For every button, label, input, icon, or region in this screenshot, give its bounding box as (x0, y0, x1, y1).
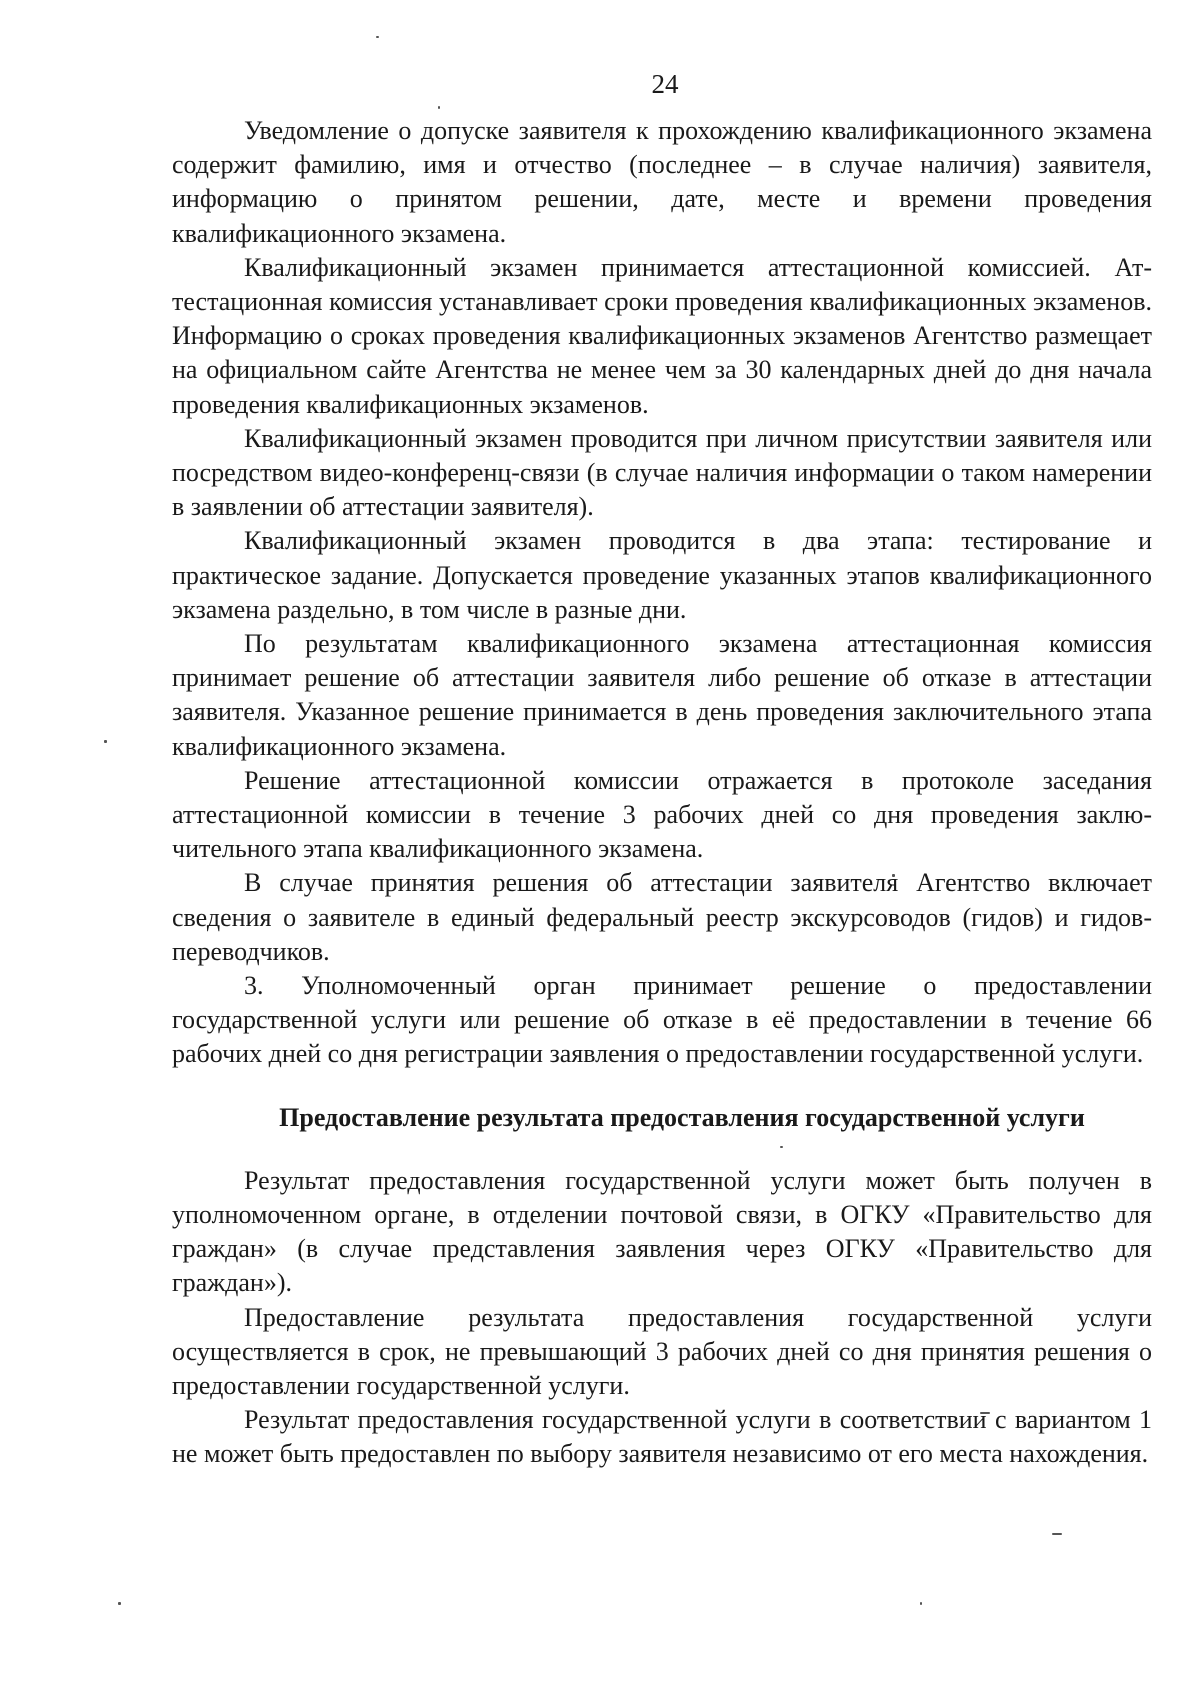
paragraph-decision-deadline: 3. Уполномоченный орган принимает решение о предоставлении государственной услуги или решение об отказе в её предоставлении в течение 66 рабочих дней со дня регистрации заявления о предоставлении государственной услуги. (172, 971, 1152, 1069)
paragraph-commission-protocol: Решение аттестационной комиссии отражается в протоколе заседания аттестационной комиссии в течение 3 рабочих дней со дня проведения заключительного этапа квалификационного экзамена. (172, 765, 1152, 864)
paragraph-result-deadline: Предоставление результата предоставления государственной услуги осуществляется в срок, не превышающий 3 рабочих дней со дня принятия решения о предоставлении государственной услуги. (172, 1302, 1152, 1400)
scan-speck (104, 740, 107, 743)
scan-speck (438, 106, 440, 109)
scan-speck (118, 1602, 121, 1605)
paragraph-result-location: Результат предоставления государственной услуги в соответствии с вариантом 1 не может быть предоставлен по выбору заявителя независимо от его места нахождения. (172, 1405, 1152, 1469)
paragraph-result-delivery: Результат предоставления государственной услуги может быть получен в уполномоченном органе, в отделении почтовой связи, в ОГКУ «Правительство для граждан» (в случае представления заявления через ОГКУ «Правительство для граждан»). (172, 1165, 1152, 1298)
paragraph-exam-results: По результатам квалификационного экзамена аттестационная комиссия принимает решение об аттестации заявителя либо решение об отказе в аттестации заявителя. Указанное решение принимается в день проведения заключительного этапа квалификационного экзамена. (172, 629, 1152, 761)
scan-speck (1052, 1533, 1062, 1535)
document-body (172, 114, 1152, 1472)
paragraph-exam-admission-notice: Уведомление о допуске заявителя к прохождению квалификационного экзамена содержит фамилию, имя и отчество (последнее – в случае наличия) заявителя, информацию о принятом решении, дате, месте и времени проведения квалификационного экзамена. (172, 116, 1152, 248)
section-heading: Предоставление результата предоставления государственной услуги (279, 1102, 1085, 1132)
paragraph-exam-stages: Квалификационный экзамен проводится в два этапа: тестирование и практическое задание. Допускается проведение указанных этапов квалификационного экзамена раздельно, в том числе в разные дни. (172, 526, 1152, 624)
page-number: 24 (651, 69, 679, 99)
paragraph-exam-attendance: Квалификационный экзамен проводится при личном присутствии заявителя или посредством видео-конференц-связи (в случае наличия информации о таком намерении в заявлении об аттестации заявителя). (172, 423, 1152, 522)
paragraph-exam-commission: Квалификационный экзамен принимается аттестационной комиссией. Аттестационная комиссия устанавливает сроки проведения квалификационных экзаменов. Информацию о сроках проведения квалификационных экзаменов Агентство размещает на официальном сайте Агентства не менее чем за 30 календарных дней до дня начала проведения квалификационных экзаменов. (172, 252, 1152, 419)
scan-speck (920, 1602, 922, 1605)
scan-speck (376, 36, 379, 38)
paragraph-registry-inclusion: В случае принятия решения об аттестации заявителя Агентство включает сведения о заявителе в единый федеральный реестр экскурсоводов (гидов) и гидов-переводчиков. (172, 868, 1152, 966)
